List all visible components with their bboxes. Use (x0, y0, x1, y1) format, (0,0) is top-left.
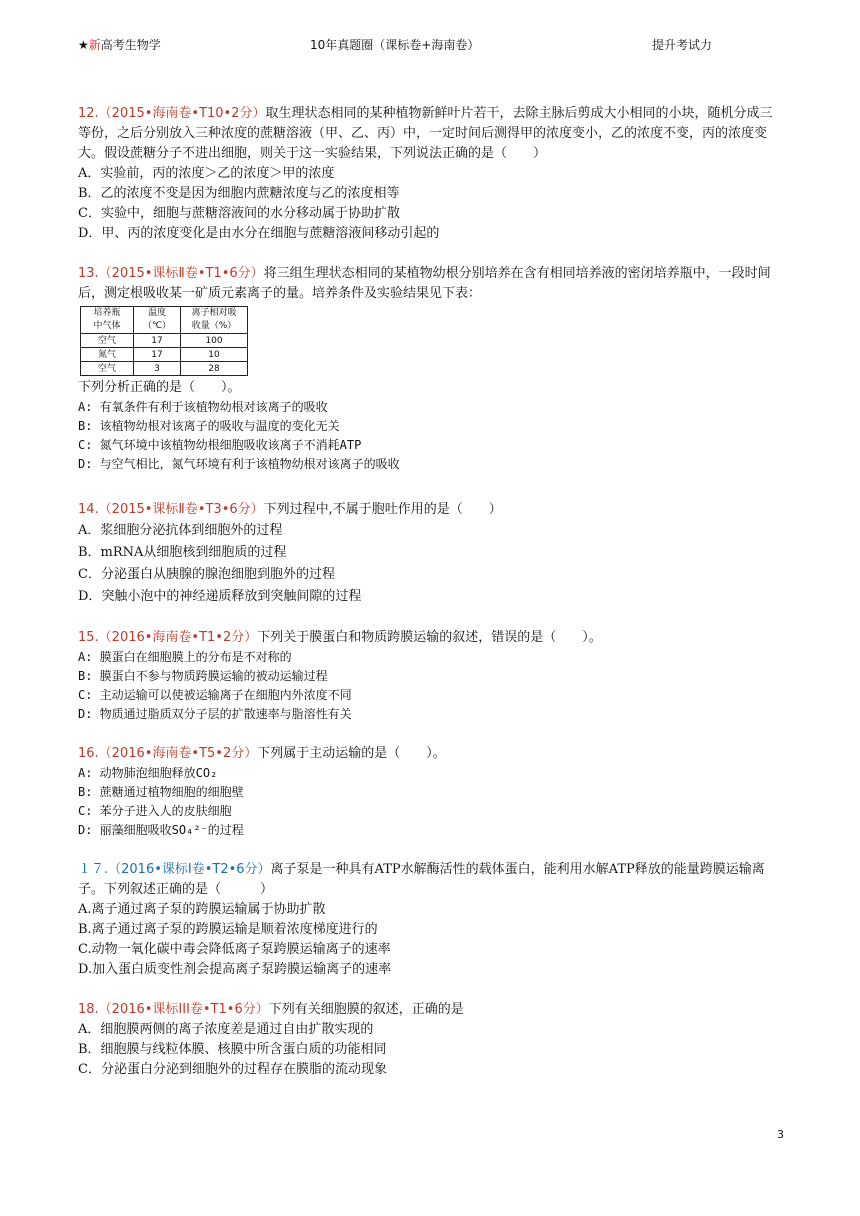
header-right-title: 提升考试力 (651, 38, 712, 52)
option-c: C．实验中，细胞与蔗糖溶液间的水分移动属于协助扩散 (78, 206, 400, 221)
option-c: C: 氮气环境中该植物幼根细胞吸收该离子不消耗ATP (78, 438, 362, 452)
question-15 (78, 628, 784, 724)
question-14 (78, 500, 784, 608)
table-cell: 17 (134, 334, 181, 348)
question-number: 12.（2015•海南卷•T10•2分） (78, 106, 266, 121)
page-header (78, 36, 782, 56)
question-18 (78, 1000, 784, 1080)
option-d: D.加入蛋白质变性剂会提高离子泵跨膜运输离子的速率 (78, 962, 392, 977)
question-13 (78, 264, 784, 474)
option-a: A．实验前，丙的浓度＞乙的浓度＞甲的浓度 (78, 166, 335, 181)
option-b: B．mRNA从细胞核到细胞质的过程 (78, 545, 287, 560)
option-b: B: 蔗糖通过植物细胞的细胞壁 (78, 785, 244, 799)
question-list (78, 104, 784, 1100)
question-stem: 下列过程中,不属于胞吐作用的是（ ） (263, 502, 502, 517)
option-b: B．乙的浓度不变是因为细胞内蔗糖浓度与乙的浓度相等 (78, 186, 400, 201)
option-b: B: 膜蛋白不参与物质跨膜运输的被动运输过程 (78, 669, 328, 683)
table-cell: 空气 (81, 362, 134, 376)
option-d: D: 与空气相比，氮气环境有利于该植物幼根对该离子的吸收 (78, 457, 400, 471)
option-a: A．细胞膜两侧的离子浓度差是通过自由扩散实现的 (78, 1022, 374, 1037)
table-cell: 空气 (81, 334, 134, 348)
option-b: B.离子通过离子泵的跨膜运输是顺着浓度梯度进行的 (78, 922, 378, 937)
question-stem: 将三组生理状态相同的某植物幼根分别培养在含有相同培养液的密闭培养瓶中，一段时间后，测定根吸收某一矿质元素离子的量。培养条件及实验结果见下表： (78, 266, 771, 301)
table-header-cell: 温度 （℃） (134, 307, 181, 334)
question-stem: 下列关于膜蛋白和物质跨膜运输的叙述，错误的是（ ）。 (257, 630, 602, 645)
option-c: C.动物一氧化碳中毒会降低离子泵跨膜运输离子的速率 (78, 942, 391, 957)
option-c: C．分泌蛋白从胰腺的腺泡细胞到胞外的过程 (78, 567, 335, 582)
option-d: D．突触小泡中的神经递质释放到突触间隙的过程 (78, 589, 362, 604)
option-a: A．浆细胞分泌抗体到细胞外的过程 (78, 523, 283, 538)
option-b: B: 该植物幼根对该离子的吸收与温度的变化无关 (78, 419, 340, 433)
experiment-table (80, 306, 248, 376)
option-d: D: 物质通过脂质双分子层的扩散速率与脂溶性有关 (78, 707, 352, 721)
option-c: C: 主动运输可以使被运输离子在细胞内外浓度不同 (78, 688, 352, 702)
question-number: 14.（2015•课标Ⅱ卷•T3•6分） (78, 502, 264, 517)
question-prompt: 下列分析正确的是（ ）。 (78, 380, 241, 395)
option-d: D: 丽藻细胞吸收SO₄²⁻的过程 (78, 823, 244, 837)
star-icon: ★ (78, 38, 89, 52)
page-number: 3 (777, 1128, 784, 1141)
question-stem: 下列有关细胞膜的叙述，正确的是 (268, 1002, 464, 1017)
option-a: A: 动物肺泡细胞释放CO₂ (78, 766, 218, 780)
question-stem: 取生理状态相同的某种植物新鲜叶片若干，去除主脉后剪成大小相同的小块，随机分成三等份，之后分别放入三种浓度的蔗糖溶液（甲、乙、丙）中，一定时间后测得甲的浓度变小，乙的浓度不变，丙的浓度变大。假设蔗糖分子不进出细胞，则关于这一实验结果，下列说法正确的是（ ） (78, 106, 773, 161)
question-stem: 离子泵是一种具有ATP水解酶活性的载体蛋白，能利用水解ATP释放的能量跨膜运输离子。下列叙述正确的是（ ） (78, 862, 765, 897)
option-a: A: 膜蛋白在细胞膜上的分布是不对称的 (78, 650, 292, 664)
option-c: C: 苯分子进入人的皮肤细胞 (78, 804, 232, 818)
question-number: 15.（2016•海南卷•T1•2分） (78, 630, 258, 645)
table-row (81, 334, 248, 348)
header-center-title: 10年真题圈（课标卷+海南卷） (310, 38, 480, 52)
option-a: A: 有氧条件有利于该植物幼根对该离子的吸收 (78, 400, 328, 414)
question-number: 18.（2016•课标III卷•T1•6分） (78, 1002, 269, 1017)
question-17 (78, 860, 784, 980)
table-cell: 28 (181, 362, 248, 376)
table-cell: 100 (181, 334, 248, 348)
question-number: 13.（2015•课标Ⅱ卷•T1•6分） (78, 266, 264, 281)
question-number: １７.（2016•课标Ⅰ卷•T2•6分） (78, 862, 271, 877)
question-12 (78, 104, 784, 244)
option-d: D．甲、丙的浓度变化是由水分在细胞与蔗糖溶液间移动引起的 (78, 226, 440, 241)
table-row (81, 362, 248, 376)
table-cell: 17 (134, 348, 181, 362)
table-cell: 3 (134, 362, 181, 376)
question-16 (78, 744, 784, 840)
option-b: B．细胞膜与线粒体膜、核膜中所含蛋白质的功能相同 (78, 1042, 387, 1057)
table-cell: 氮气 (81, 348, 134, 362)
question-stem: 下列属于主动运输的是（ ）。 (257, 746, 446, 761)
table-header-cell: 离子相对吸 收量（%） (181, 307, 248, 334)
table-header-cell: 培养瓶 中气体 (81, 307, 134, 334)
option-a: A.离子通过离子泵的跨膜运输属于协助扩散 (78, 902, 326, 917)
header-brand: ★新高考生物学 (78, 38, 161, 52)
table-cell: 10 (181, 348, 248, 362)
table-row (81, 348, 248, 362)
question-number: 16.（2016•海南卷•T5•2分） (78, 746, 258, 761)
option-c: C．分泌蛋白分泌到细胞外的过程存在膜脂的流动现象 (78, 1062, 387, 1077)
table-header-row (81, 307, 248, 334)
